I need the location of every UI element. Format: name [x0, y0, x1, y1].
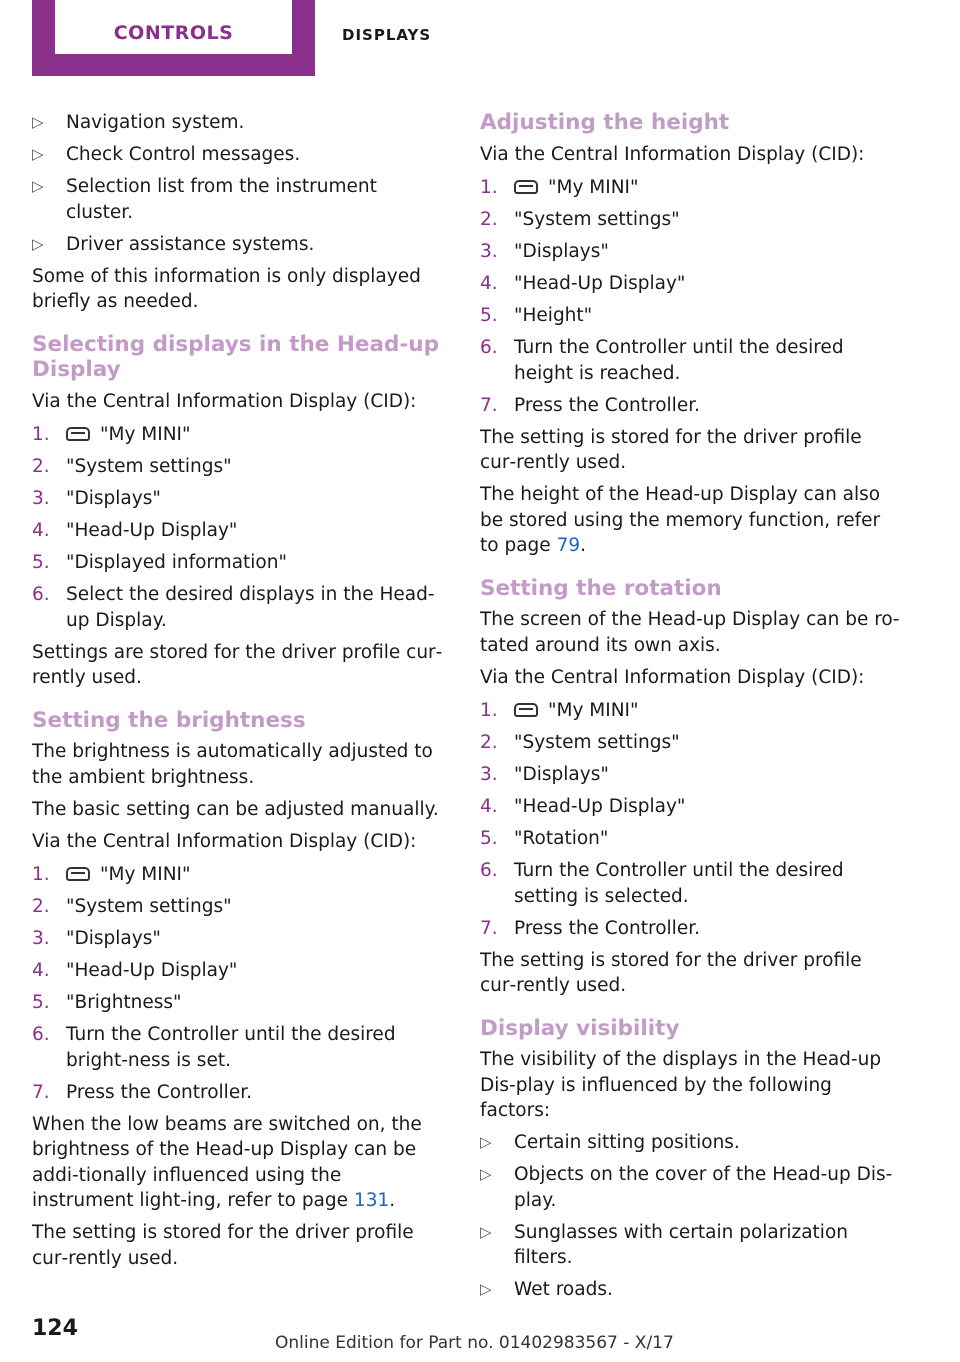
list-item: ▷ Navigation system. [32, 110, 444, 136]
step-item: 6. Turn the Controller until the desired bright‐ness is set. [32, 1024, 396, 1071]
triangle-right-icon: ▷ [32, 145, 44, 163]
left-column [32, 110, 444, 1278]
step-item: 4. "Head-Up Display" [480, 796, 686, 817]
step-item: 5. "Height" [480, 305, 593, 326]
rotation-p1: The screen of the Head-up Display can be ro‐tated around its own axis. [480, 609, 900, 656]
via-cid-text: Via the Central Information Display (CID): [480, 143, 865, 165]
section-tab-controls [32, 0, 315, 76]
step-item: 5. "Rotation" [480, 828, 609, 849]
section-heading-visibility: Display visibility [480, 1015, 680, 1041]
triangle-right-icon: ▷ [32, 234, 44, 253]
triangle-right-icon: ▷ [480, 1165, 492, 1183]
list-item: ▷ Selection list from the instrument cluster. [32, 176, 377, 223]
step-item: 4. "Head-Up Display" [32, 520, 238, 541]
page-header [0, 0, 960, 76]
lowbeam-paragraph: When the low beams are switched on, the brightness of the Head-up Display can be addi‐tionally influenced using the instrument light‐ing, refer to page 131. [32, 1113, 422, 1211]
step-item: 7. Press the Controller. [480, 394, 700, 416]
height-steps [480, 175, 900, 418]
car-icon [66, 867, 90, 881]
car-icon [514, 703, 538, 717]
step-item: 1. "My MINI" [32, 424, 191, 445]
step-item: 5. "Displayed information" [32, 552, 287, 573]
section-heading-selecting: Selecting displays in the Head-up Display [32, 331, 439, 382]
step-item: 7. Press the Controller. [32, 1081, 252, 1103]
step-item: 1. "My MINI" [480, 700, 639, 721]
list-item: ▷ Certain sitting positions. [480, 1130, 900, 1156]
step-item: 4. "Head-Up Display" [32, 960, 238, 981]
right-column [480, 110, 900, 1309]
step-item: 3. "Displays" [480, 764, 609, 785]
page-link-79[interactable]: 79 [556, 535, 581, 556]
section-heading-height: Adjusting the height [480, 110, 730, 135]
list-item: ▷ Driver assistance systems. [32, 232, 444, 258]
brightness-p1: The brightness is automatically adjusted to the ambient brightness. [32, 741, 433, 788]
memory-paragraph: The height of the Head-up Display can also be stored using the memory function, refer to page 79. [480, 484, 881, 556]
triangle-right-icon: ▷ [480, 1222, 492, 1241]
brightness-note: The setting is stored for the driver profile cur‐rently used. [32, 1222, 414, 1269]
step-item: 5. "Brightness" [32, 992, 182, 1013]
page-number: 124 [32, 1316, 78, 1341]
brightness-steps [32, 862, 444, 1105]
list-item: ▷ Check Control messages. [32, 142, 444, 168]
step-item: 1. "My MINI" [32, 864, 191, 885]
section-tab-inner [55, 0, 292, 54]
selecting-steps [32, 422, 444, 633]
step-item: 3. "Displays" [32, 928, 161, 949]
via-cid-text: Via the Central Information Display (CID): [480, 666, 865, 688]
step-item: 2. "System settings" [480, 209, 680, 230]
visibility-p1: The visibility of the displays in the Head-up Dis‐play is influenced by the following factors: [480, 1049, 882, 1121]
step-item: 7. Press the Controller. [480, 917, 700, 939]
step-item: 6. Turn the Controller until the desired height is reached. [480, 337, 844, 384]
triangle-right-icon: ▷ [32, 113, 44, 131]
triangle-right-icon: ▷ [480, 1133, 492, 1151]
intro-note: Some of this information is only displayed briefly as needed. [32, 265, 421, 312]
step-item: 3. "Displays" [480, 241, 609, 262]
step-item: 3. "Displays" [32, 488, 161, 509]
step-item: 6. Select the desired displays in the Head-up Display. [32, 584, 435, 631]
page-link-131[interactable]: 131 [353, 1190, 390, 1211]
step-item: 2. "System settings" [480, 732, 680, 753]
section-heading-rotation: Setting the rotation [480, 575, 722, 601]
visibility-bullet-list [480, 1130, 900, 1303]
height-note: The setting is stored for the driver profile cur‐rently used. [480, 426, 862, 473]
step-item: 1. "My MINI" [480, 177, 639, 198]
via-cid-text: Via the Central Information Display (CID): [32, 390, 417, 412]
list-item: ▷ Sunglasses with certain polarization filters. [480, 1221, 848, 1268]
rotation-note: The setting is stored for the driver profile cur‐rently used. [480, 949, 862, 996]
step-item: 2. "System settings" [32, 896, 232, 917]
step-item: 4. "Head-Up Display" [480, 273, 686, 294]
selecting-note: Settings are stored for the driver profile cur‐rently used. [32, 641, 443, 688]
list-item: ▷ Objects on the cover of the Head-up Dis‐play. [480, 1164, 893, 1211]
section-heading-brightness: Setting the brightness [32, 707, 306, 733]
rotation-steps [480, 698, 900, 941]
triangle-right-icon: ▷ [480, 1280, 492, 1298]
brightness-p2: The basic setting can be adjusted manually. [32, 798, 439, 820]
step-item: 2. "System settings" [32, 456, 232, 477]
step-item: 6. Turn the Controller until the desired setting is selected. [480, 860, 844, 907]
car-icon [66, 427, 90, 441]
subsection-label: DISPLAYS [342, 26, 432, 44]
edition-footer: Online Edition for Part no. 01402983567 - X/17 [275, 1333, 674, 1353]
via-cid-text: Via the Central Information Display (CID): [32, 830, 417, 852]
triangle-right-icon: ▷ [32, 177, 44, 195]
intro-bullet-list [32, 110, 444, 257]
list-item: ▷ Wet roads. [480, 1277, 900, 1303]
car-icon [514, 180, 538, 194]
section-label: CONTROLS [113, 22, 234, 44]
